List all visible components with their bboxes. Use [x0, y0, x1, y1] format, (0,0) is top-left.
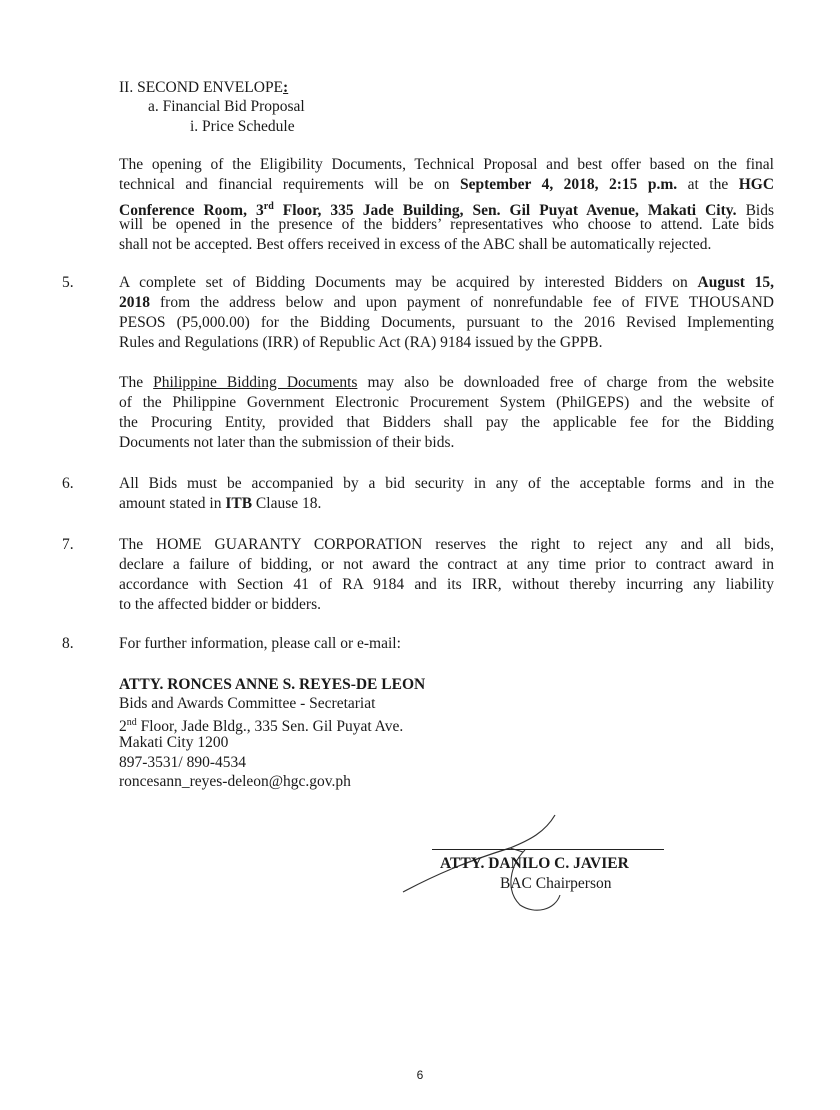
contact-name: ATTY. RONCES ANNE S. REYES-DE LEON [119, 676, 426, 693]
item-5-p2-line-4: Documents not later than the submission of their bids. [119, 434, 455, 451]
signatory-name: ATTY. DANILO C. JAVIER [440, 855, 629, 872]
envelope-heading: II. SECOND ENVELOPE: [119, 79, 289, 96]
envelope-sub-a: a. Financial Bid Proposal [148, 98, 305, 115]
opening-line-5: shall not be accepted. Best offers received in excess of the ABC shall be automatically rejected. [119, 236, 712, 253]
item-5-p2-line-3: the Procuring Entity, provided that Bidders shall pay the applicable fee for the Bidding [119, 414, 774, 431]
item-6-number: 6. [62, 475, 74, 492]
item-7-number: 7. [62, 536, 74, 553]
opening-line-2: technical and financial requirements will be on September 4, 2018, 2:15 p.m. at the HGC [119, 176, 775, 193]
item-7-line-3: accordance with Section 41 of RA 9184 and its IRR, without thereby incurring any liability [119, 576, 774, 593]
item-6-line-2: amount stated in ITB Clause 18. [119, 495, 322, 512]
contact-role: Bids and Awards Committee - Secretariat [119, 695, 376, 712]
item-5-number: 5. [62, 274, 74, 291]
item-8-number: 8. [62, 635, 74, 652]
item-7-line-2: declare a failure of bidding, or not award the contract at any time prior to contract award in [119, 556, 774, 573]
philippine-bidding-documents-link[interactable]: Philippine Bidding Documents [153, 374, 358, 391]
item-5-line-3: PESOS (P5,000.00) for the Bidding Documents, pursuant to the 2016 Revised Implementing [119, 314, 774, 331]
contact-email[interactable]: roncesann_reyes-deleon@hgc.gov.ph [119, 773, 351, 790]
item-6-line-1: All Bids must be accompanied by a bid security in any of the acceptable forms and in the [119, 475, 774, 492]
signatory-title: BAC Chairperson [500, 875, 612, 892]
item-5-p2-line-1: The Philippine Bidding Documents may also be downloaded free of charge from the website [119, 374, 774, 391]
page-number: 6 [416, 1068, 424, 1082]
item-5-line-4: Rules and Regulations (IRR) of Republic Act (RA) 9184 issued by the GPPB. [119, 334, 603, 351]
signature-line [432, 849, 664, 850]
opening-line-3: Conference Room, 3rd Floor, 335 Jade Building, Sen. Gil Puyat Avenue, Makati City. Bids [119, 201, 775, 220]
envelope-sub-i: i. Price Schedule [190, 118, 295, 135]
item-8-line-1: For further information, please call or e-mail: [119, 635, 401, 652]
item-5-line-2: 2018 from the address below and upon payment of nonrefundable fee of FIVE THOUSAND [119, 294, 775, 311]
item-7-line-4: to the affected bidder or bidders. [119, 596, 321, 613]
contact-address: 2nd Floor, Jade Bldg., 335 Sen. Gil Puyat Ave. [119, 717, 404, 736]
contact-phone: 897-3531/ 890-4534 [119, 754, 247, 771]
opening-line-4: will be opened in the presence of the bidders’ representatives who choose to attend. Late bids [119, 216, 774, 233]
item-7-line-1: The HOME GUARANTY CORPORATION reserves the right to reject any and all bids, [119, 536, 774, 553]
opening-line-1: The opening of the Eligibility Documents, Technical Proposal and best offer based on the final [119, 156, 774, 173]
item-5-p2-line-2: of the Philippine Government Electronic Procurement System (PhilGEPS) and the website of [119, 394, 774, 411]
item-5-line-1: A complete set of Bidding Documents may be acquired by interested Bidders on August 15, [119, 274, 775, 291]
contact-city: Makati City 1200 [119, 734, 229, 751]
